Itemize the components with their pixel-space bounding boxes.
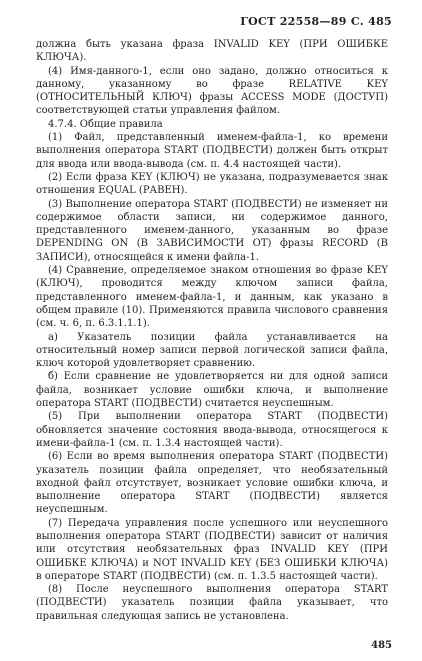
paragraph: (8) После неуспешного выполнения оператора START (ПОДВЕСТИ) указатель позиции файла указывает, что правильная следующая запись не установлена. bbox=[36, 584, 388, 622]
paragraph: (2) Если фраза KEY (КЛЮЧ) не указана, подразумевается знак отношения EQUAL (РАВЕН). bbox=[36, 171, 388, 197]
paragraph: (4) Сравнение, определяемое знаком отношения во фразе KEY (КЛЮЧ), проводится между ключом записи файла, представленного именем-файла-1, и данным, как указано в общем правиле (10). Применяются правила числового сравнения (см. ч. 6, п. 6.3.1.1.1). bbox=[36, 265, 388, 330]
paragraph: (4) Имя-данного-1, если оно задано, должно относиться к данному, указанному во фразе RELATIVE KEY (ОТНОСИТЕЛЬНЫЙ КЛЮЧ) фразы ACCESS MODE (ДОСТУП) соответствующей статьи управления файлом. bbox=[36, 65, 388, 117]
page-number: 485 bbox=[371, 640, 392, 651]
paragraph: (5) При выполнении оператора START (ПОДВЕСТИ) обновляется значение состояния ввода-вывода, относящегося к имени-файла-1 (см. п. 1.3.4 настоящей части). bbox=[36, 411, 388, 449]
paragraph: 4.7.4. Общие правила bbox=[48, 118, 163, 130]
paragraph: а) Указатель позиции файла устанавливается на относительный номер записи первой логической записи файла, ключ которой удовлетворяет сравнению. bbox=[36, 331, 388, 370]
paragraph: (6) Если во время выполнения оператора START (ПОДВЕСТИ) указатель позиции файла определяет, что необязательный входной файл отсутствует, возникает условие ошибки ключа, и выполнение оператора START (ПОДВЕСТИ) является неуспешным. bbox=[36, 451, 388, 516]
paragraph: б) Если сравнение не удовлетворяется ни для одной записи файла, возникает условие ошибки ключа, и выполнение оператора START (ПОДВЕСТИ) считается неуспешным. bbox=[36, 371, 388, 410]
paragraph: (7) Передача управления после успешного или неуспешного выполнения оператора START (ПОДВЕСТИ) зависит от наличия или отсутствия необязательных фраз INVALID KEY (ПРИ ОШИБКЕ КЛЮЧА) и NOT INVALID KEY (БЕЗ ОШИБКИ КЛЮЧА) в операторе START (ПОДВЕСТИ) (см. п. 1.3.5 настоящей части). bbox=[36, 517, 388, 582]
paragraph: (3) Выполнение оператора START (ПОДВЕСТИ) не изменяет ни содержимое области записи, ни содержимое данного, представленного именем-данного, указанным во фразе DEPENDING ON (В ЗАВИСИМОСТИ ОТ) фразы RECORD (В ЗАПИСИ), относящейся к имени файла-1. bbox=[36, 198, 388, 263]
running-header: ГОСТ 22558—89 С. 485 bbox=[240, 15, 392, 28]
document-body bbox=[36, 38, 388, 623]
paragraph: должна быть указана фраза INVALID KEY (ПРИ ОШИБКЕ КЛЮЧА). bbox=[36, 39, 388, 64]
paragraph: (1) Файл, представленный именем-файла-1, ко времени выполнения оператора START (ПОДВЕСТИ) должен быть открыт для ввода или ввода-вывода (см. п. 4.4 настоящей части). bbox=[36, 132, 388, 170]
